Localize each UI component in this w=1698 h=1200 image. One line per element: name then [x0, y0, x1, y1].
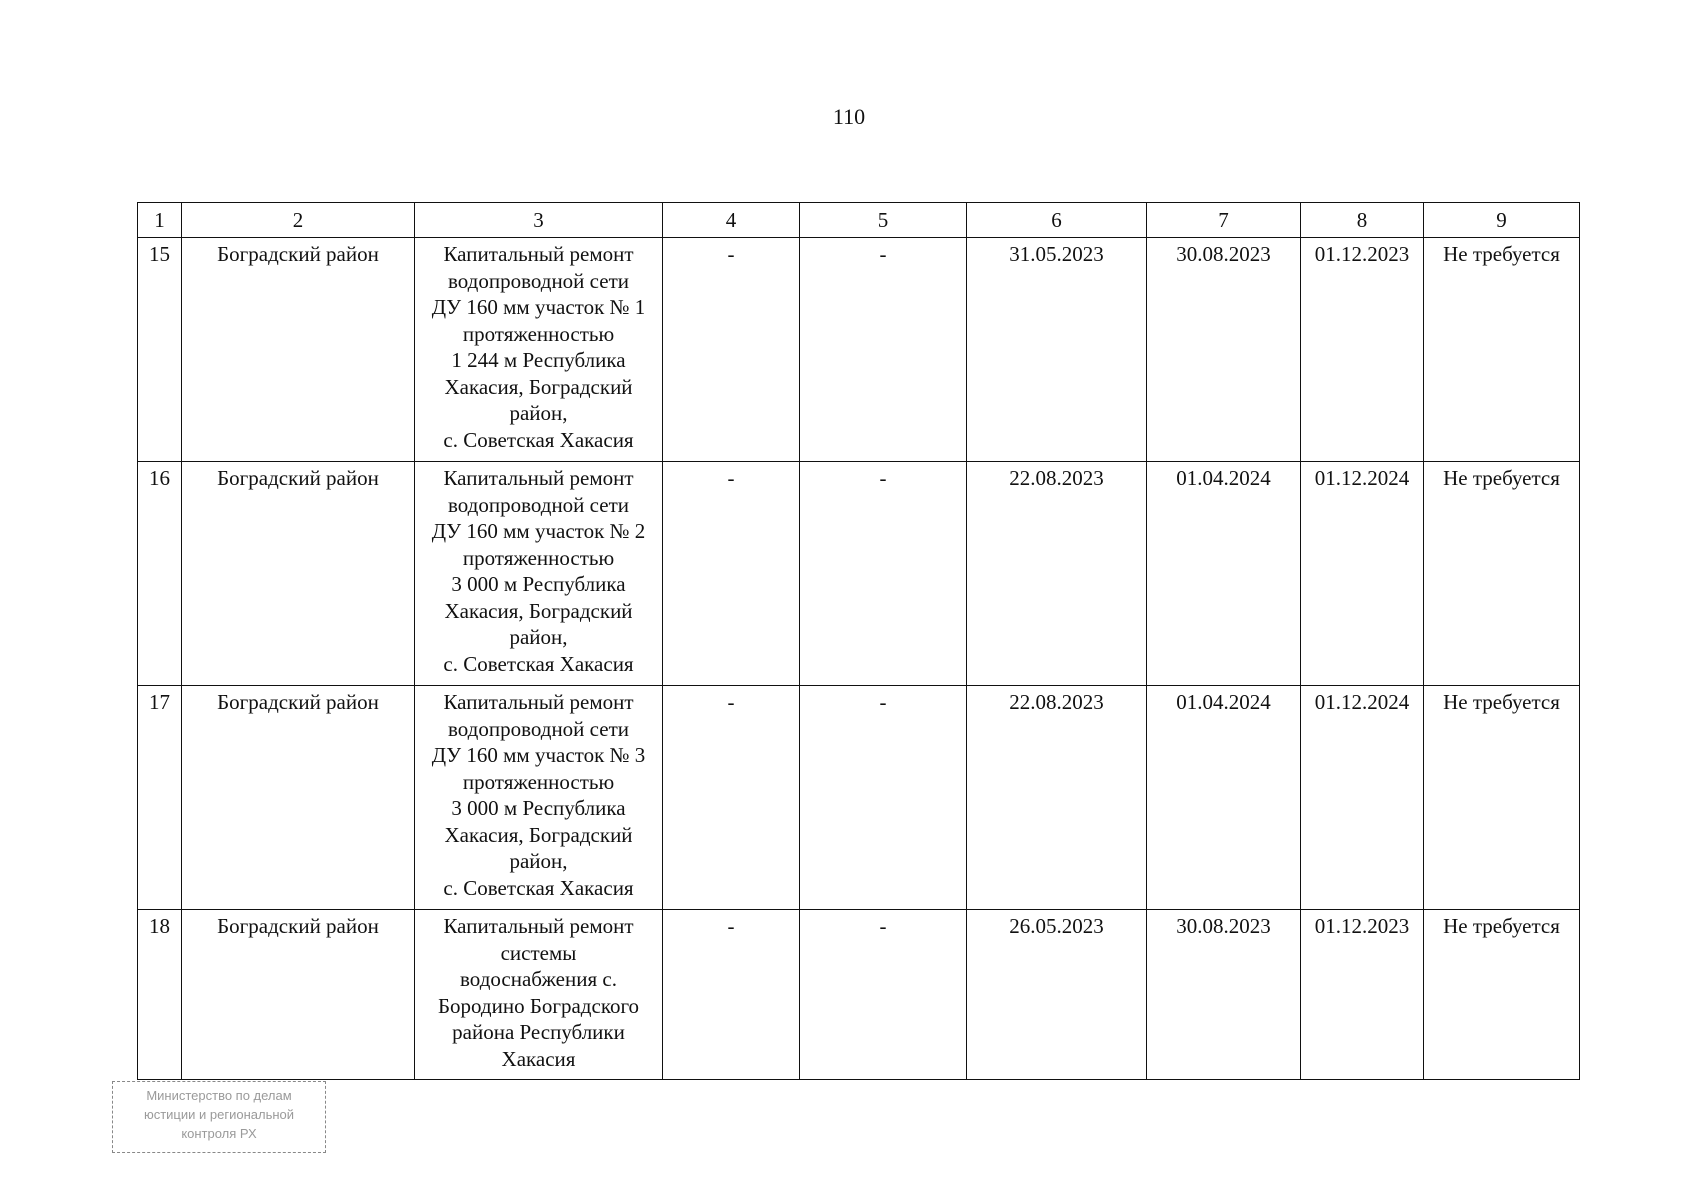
description-line: Хакасия, Боградский [444, 374, 633, 399]
description-line: водопроводной сети [448, 492, 629, 517]
description-line: водоснабжения с. [460, 967, 617, 991]
description-line: район, [509, 625, 568, 649]
description-line: с. Советская Хакасия [443, 651, 634, 676]
date-cell-6: 26.05.2023 [967, 910, 1147, 1080]
description-line: района Республики [452, 1020, 625, 1044]
row-number-cell: 17 [138, 686, 182, 910]
date-cell-6: 22.08.2023 [967, 686, 1147, 910]
description-line: 3 000 м Республика [451, 796, 626, 820]
district-cell: Боградский район [182, 238, 415, 462]
description-line: Хакасия [501, 1046, 576, 1071]
row-number-cell: 15 [138, 238, 182, 462]
date-cell-7: 30.08.2023 [1147, 910, 1301, 1080]
date-cell-8: 01.12.2023 [1301, 238, 1424, 462]
date-cell-6: 22.08.2023 [967, 462, 1147, 686]
stamp-line: Министерство по делам [146, 1088, 292, 1103]
description-line: Капитальный ремонт [443, 690, 634, 714]
date-cell-7: 30.08.2023 [1147, 238, 1301, 462]
table-row [138, 686, 1580, 910]
construction-schedule-table [137, 202, 1580, 1080]
description-line: с. Советская Хакасия [443, 875, 634, 900]
description-cell [415, 462, 663, 686]
description-line: район, [509, 849, 568, 873]
district-cell: Боградский район [182, 910, 415, 1080]
approval-cell: Не требуется [1424, 462, 1580, 686]
description-line: Бородино Боградского [437, 993, 640, 1018]
description-line: водопроводной сети [448, 716, 629, 741]
date-cell-7: 01.04.2024 [1147, 686, 1301, 910]
description-line: ДУ 160 мм участок № 1 [431, 295, 646, 319]
description-line: водопроводной сети [448, 268, 629, 293]
description-cell [415, 238, 663, 462]
description-line: район, [509, 401, 568, 425]
description-line: протяженностью [462, 545, 615, 570]
col5-cell: - [800, 686, 967, 910]
col4-cell: - [663, 910, 800, 1080]
row-number-cell: 18 [138, 910, 182, 1080]
description-line: 1 244 м Республика [451, 348, 626, 372]
description-cell [415, 686, 663, 910]
description-cell [415, 910, 663, 1080]
description-line: протяженностью [462, 769, 615, 794]
col4-cell: - [663, 238, 800, 462]
column-header: 3 [415, 203, 663, 238]
column-header: 6 [967, 203, 1147, 238]
column-header: 1 [138, 203, 182, 238]
column-header: 8 [1301, 203, 1424, 238]
col4-cell: - [663, 686, 800, 910]
date-cell-8: 01.12.2024 [1301, 686, 1424, 910]
column-header: 9 [1424, 203, 1580, 238]
page-number: 110 [832, 104, 866, 129]
col4-cell: - [663, 462, 800, 686]
col5-cell: - [800, 238, 967, 462]
description-line: системы [500, 940, 577, 965]
column-header: 7 [1147, 203, 1301, 238]
stamp-line: юстиции и региональной [143, 1107, 295, 1122]
description-line: протяженностью [462, 321, 615, 346]
table-row [138, 238, 1580, 462]
stamp-line: контроля РХ [181, 1126, 257, 1141]
description-line: 3 000 м Республика [451, 572, 626, 596]
description-line: Капитальный ремонт [443, 466, 634, 490]
approval-cell: Не требуется [1424, 238, 1580, 462]
description-line: с. Советская Хакасия [443, 427, 634, 452]
date-cell-8: 01.12.2024 [1301, 462, 1424, 686]
description-line: Капитальный ремонт [443, 914, 634, 938]
description-line: ДУ 160 мм участок № 2 [431, 519, 646, 543]
row-number-cell: 16 [138, 462, 182, 686]
table-row [138, 910, 1580, 1080]
description-line: Капитальный ремонт [443, 242, 634, 266]
table-row [138, 462, 1580, 686]
registration-stamp [112, 1081, 326, 1153]
date-cell-8: 01.12.2023 [1301, 910, 1424, 1080]
col5-cell: - [800, 910, 967, 1080]
date-cell-7: 01.04.2024 [1147, 462, 1301, 686]
description-line: Хакасия, Боградский [444, 598, 633, 623]
column-header: 4 [663, 203, 800, 238]
column-header: 5 [800, 203, 967, 238]
col5-cell: - [800, 462, 967, 686]
column-number-row [138, 203, 1580, 238]
description-line: Хакасия, Боградский [444, 822, 633, 847]
description-line: ДУ 160 мм участок № 3 [431, 743, 646, 767]
date-cell-6: 31.05.2023 [967, 238, 1147, 462]
district-cell: Боградский район [182, 462, 415, 686]
district-cell: Боградский район [182, 686, 415, 910]
column-header: 2 [182, 203, 415, 238]
approval-cell: Не требуется [1424, 910, 1580, 1080]
approval-cell: Не требуется [1424, 686, 1580, 910]
